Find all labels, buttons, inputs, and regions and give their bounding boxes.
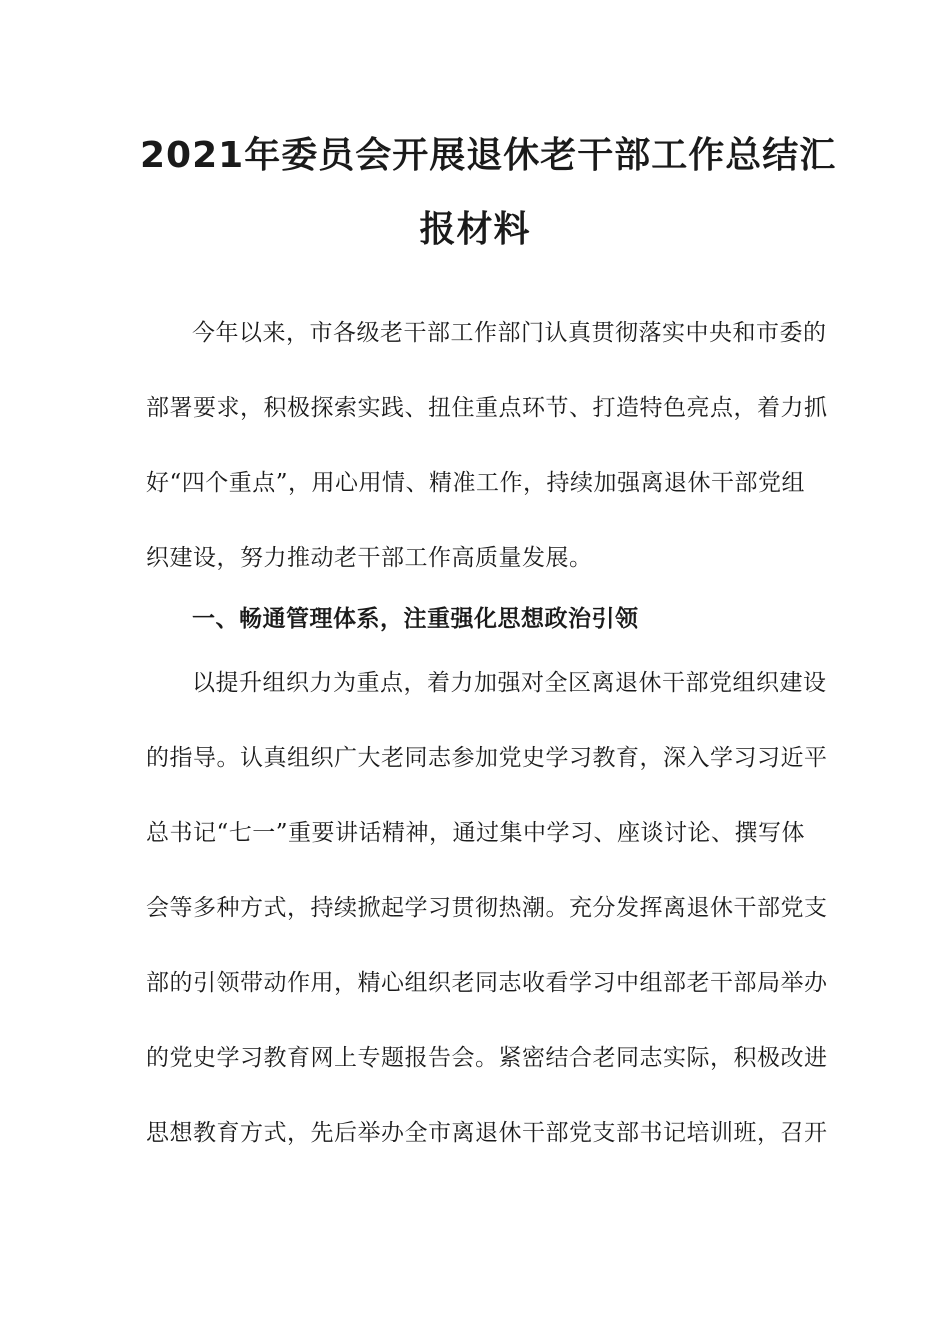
paragraph-2-line-3: 总书记“七一”重要讲话精神，通过集中学习、座谈讨论、撰写体 <box>146 820 806 846</box>
document-title-line-1: 2021年委员会开展退休老干部工作总结汇 <box>140 135 837 176</box>
paragraph-1-line-4: 织建设，努力推动老干部工作高质量发展。 <box>146 545 593 571</box>
document-title-line-2: 报材料 <box>419 209 531 250</box>
paragraph-2-line-1: 以提升组织力为重点，着力加强对全区离退休干部党组织建设 <box>192 670 827 696</box>
paragraph-1-line-1: 今年以来，市各级老干部工作部门认真贯彻落实中央和市委的 <box>192 320 827 346</box>
paragraph-2-line-2: 的指导。认真组织广大老同志参加党史学习教育，深入学习习近平 <box>146 745 828 771</box>
paragraph-2-line-7: 思想教育方式，先后举办全市离退休干部党支部书记培训班，召开 <box>146 1120 828 1146</box>
paragraph-1-line-2: 部署要求，积极探索实践、扭住重点环节、打造特色亮点，着力抓 <box>146 395 828 421</box>
paragraph-2-line-4: 会等多种方式，持续掀起学习贯彻热潮。充分发挥离退休干部党支 <box>146 895 828 921</box>
section-1-heading: 一、畅通管理体系，注重强化思想政治引领 <box>192 606 639 632</box>
paragraph-2-line-6: 的党史学习教育网上专题报告会。紧密结合老同志实际，积极改进 <box>146 1045 828 1071</box>
paragraph-1-line-3: 好“四个重点”，用心用情、精准工作，持续加强离退休干部党组 <box>146 470 806 496</box>
paragraph-2-line-5: 部的引领带动作用，精心组织老同志收看学习中组部老干部局举办 <box>146 970 828 996</box>
